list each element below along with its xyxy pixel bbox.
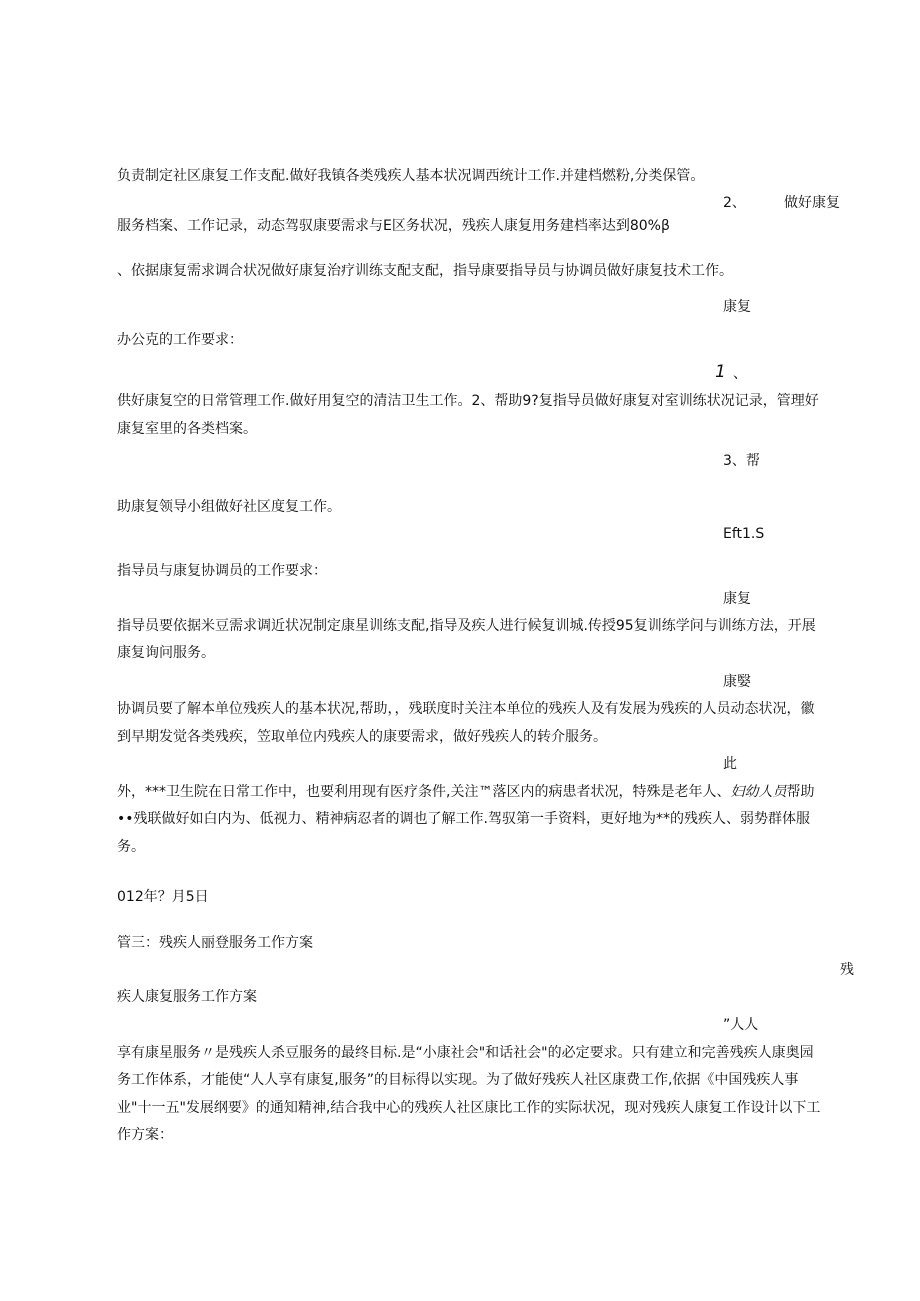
text-fragment: 帮助 bbox=[786, 784, 815, 800]
section-heading: 办公克的工作要求： bbox=[117, 332, 243, 348]
text-line: 康复 bbox=[723, 591, 751, 607]
text-fragment: 外，***卫生院在日常工作中，也要利用现有医疗条件,关注™落区内的病患者状况，特殊是老年人、 bbox=[117, 784, 731, 800]
text-line: 2、 bbox=[723, 195, 746, 211]
date-line: 012年？月5日 bbox=[117, 889, 209, 905]
text-line: 作方案： bbox=[117, 1127, 173, 1143]
text-line: 享有康星服务〃是残疾人杀豆服务的最终目标.是“小康社会"和话社会"的必定要求。只有建立和完善残疾人康奥园 bbox=[117, 1045, 814, 1061]
text-line: 到早期发觉各类残疾，笠取单位内残疾人的康要需求，做好残疾人的转介服务。 bbox=[117, 729, 607, 745]
text-line: 、依据康复需求调合状况做好康复治疗训练支配支配，指导康要指导员与协调员做好康复技术工作。 bbox=[117, 263, 733, 279]
text-line: 疾人康复服务工作方案 bbox=[117, 989, 257, 1005]
text-line: 康复室里的各类档案。 bbox=[117, 421, 257, 437]
text-line: 务工作体系，才能使“人人享有康复,服务”的目标得以实现。为了做好残疾人社区康费工作,依据《中国残疾人事 bbox=[117, 1072, 799, 1088]
text-line: ••残联做好如白内为、低视力、精神病忍者的调也了解工作.驾驭第一手资料，更好地为**的残疾人、弱势群体服 bbox=[117, 811, 810, 827]
text-line: ”人人 bbox=[723, 1017, 759, 1033]
section-heading: 指导员与康复协调员的工作要求： bbox=[117, 563, 327, 579]
text-line: 指导员要依据米豆需求调近状况制定康星训练支配,指导及疾人进行候复训城.传授95复训练学问与训练方法，开展 bbox=[117, 618, 816, 634]
text-line: 康复 bbox=[723, 299, 751, 315]
text-line: 负责制定社区康复工作支配.做好我镇各类残疾人基本状况调西统计工作.并建档燃粉,分类保管。 bbox=[117, 168, 705, 184]
text-line: 业"十一五"发展纲要》的通知精神,结合我中心的残疾人社区康比工作的实际状况，现对残疾人康复工作设计以下工 bbox=[117, 1100, 821, 1116]
text-line: 康嫛 bbox=[723, 674, 751, 690]
list-number: 1 bbox=[715, 362, 726, 382]
text-line: 务。 bbox=[117, 839, 145, 855]
text-fragment: 妇幼人员 bbox=[730, 784, 787, 800]
text-line: 助康复领导小组做好社区度复工作。 bbox=[117, 499, 341, 515]
text-line: 康复询问服务。 bbox=[117, 645, 215, 661]
text-line bbox=[117, 784, 814, 800]
text-line: 供好康复空的日常管理工作.做好用复空的清洁卫生工作。2、帮助9?复指导员做好康复对室训练状况记录，管理好 bbox=[117, 393, 819, 409]
text-line: 、 bbox=[733, 366, 747, 382]
text-line: 残 bbox=[840, 962, 854, 978]
text-line: 协调员要了解本单位残疾人的基本状况,帮助，，残联度时关注本单位的残疾人及有发展为残疾的人员动态状况，徽 bbox=[117, 701, 815, 717]
text-line: 此 bbox=[723, 756, 737, 772]
text-line: 服务档案、工作记录，动态驾驭康要需求与E区务状况，残疾人康复用务建档率达到80%β bbox=[117, 218, 670, 234]
text-line: 做好康复 bbox=[784, 195, 840, 211]
text-line: Eft1.S bbox=[723, 526, 765, 542]
text-line: 3、帮 bbox=[723, 453, 760, 469]
document-title: 管三：残疾人丽登服务工作方案 bbox=[117, 935, 313, 951]
